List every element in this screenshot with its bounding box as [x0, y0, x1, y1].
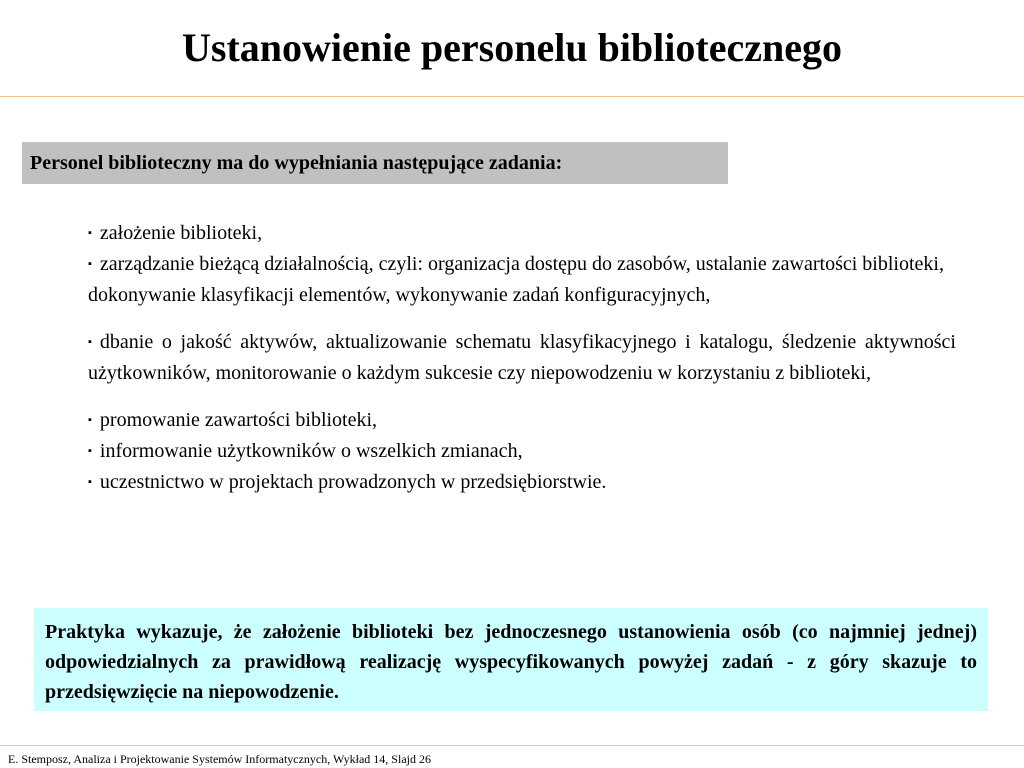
square-bullet-icon: ▪: [88, 258, 92, 270]
square-bullet-icon: ▪: [88, 445, 92, 457]
list-item: [88, 405, 956, 436]
list-item-text: dbanie o jakość aktywów, aktualizowanie schematu klasyfikacyjnego i katalogu, śledzenie aktywności użytkowników, monitorowanie o każdym sukcesie czy niepowodzeniu w korzystaniu z biblioteki,: [88, 331, 956, 384]
list-item: [88, 327, 956, 389]
conclusion-note: Praktyka wykazuje, że założenie biblioteki bez jednoczesnego ustanowienia osób (co najmniej jednej) odpowiedzialnych za prawidłową realizację wyspecyfikowanych powyżej zadań - z góry skazuje to przedsięwzięcie na niepowodzenie.: [34, 608, 988, 711]
footer-divider: [0, 745, 1024, 746]
list-item-text: informowanie użytkowników o wszelkich zmianach,: [99, 440, 523, 462]
list-item-text: promowanie zawartości biblioteki,: [99, 409, 378, 431]
square-bullet-icon: ▪: [88, 336, 92, 348]
list-item-text: założenie biblioteki,: [99, 222, 263, 244]
list-item: [88, 249, 956, 311]
slide-footer: E. Stemposz, Analiza i Projektowanie Systemów Informatycznych, Wykład 14, Slajd 26: [8, 752, 431, 766]
square-bullet-icon: ▪: [88, 227, 92, 239]
list-item-text: uczestnictwo w projektach prowadzonych w przedsiębiorstwie.: [99, 471, 607, 493]
square-bullet-icon: ▪: [88, 476, 92, 488]
slide-title: Ustanowienie personelu bibliotecznego: [182, 25, 842, 70]
list-item-text: zarządzanie bieżącą działalnością, czyli: organizacja dostępu do zasobów, ustalanie zawartości biblioteki, dokonywanie klasyfikacji elementów, wykonywanie zadań konfiguracyjnych,: [88, 253, 944, 306]
square-bullet-icon: ▪: [88, 414, 92, 426]
list-item: [88, 218, 956, 249]
list-item: [88, 467, 956, 498]
title-divider: [0, 96, 1024, 97]
section-label: Personel biblioteczny ma do wypełniania następujące zadania:: [22, 142, 728, 184]
list-item: [88, 436, 956, 467]
task-list: [88, 218, 956, 498]
